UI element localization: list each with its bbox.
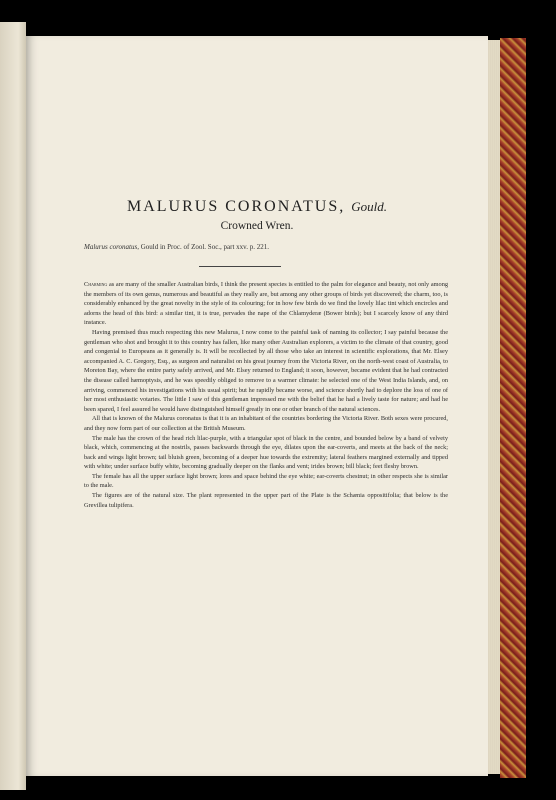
body-text [84, 280, 448, 510]
paragraph-text: The male has the crown of the head rich lilac-purple, with a triangular spot of black in the centre, and bounded below by a band of velvety black, which, commencing at the nostrils, passes backwards through the eye, dilates upon the ear-coverts, and meets at the back of the neck; back and wings light brown; tail bluish green, becoming of a deeper hue towards the extremity; lateral feathers margined externally and tipped with white; under surface buffy white, becoming gradually deeper on the flanks and vent; irides brown; bill black; feet fleshy brown. [84, 434, 448, 471]
title-author: Gould. [351, 199, 387, 214]
paragraph [84, 280, 448, 328]
reference-source: Gould in Proc. of Zool. Soc., part xxv. p. 221. [140, 243, 269, 251]
paragraph [84, 328, 448, 414]
paragraph-text: Having premised thus much respecting this new Malurus, I now come to the painful task of naming its collector; I say painful because the gentleman who shot and brought it to this country has fallen, like many other Australian explorers, a victim to the climate of that country, good and congenial to Europeans as it generally is. It will be recollected by all those who take an interest in scientific explorations, that Mr. Elsey accompanied A. C. Gregory, Esq., as surgeon and naturalist on his great journey from the Victoria River, on the north-west coast of Australia, to Moreton Bay, where the entire party safely arrived, and Mr. Elsey returned to England; it soon, however, became evident that he had contracted the disease called hæmoptysis, and he was speedily obliged to remove to a warmer climate: he selected one of the West India Islands, and, on arriving, commenced his investigations with his usual spirit; but he rapidly became worse, and science shortly had to deplore the loss of one of her most enthusiastic votaries. The little I saw of this gentleman impressed me with the belief that he had a lively taste for nature; and had he been spared, I feel assured he would have distinguished himself greatly in one or other branch of the natural sciences. [84, 328, 448, 413]
paragraph [84, 434, 448, 472]
paragraph [84, 414, 448, 433]
species-title [26, 198, 488, 216]
facing-page-edge [0, 22, 26, 790]
paragraph-text: The female has all the upper surface light brown; lores and space behind the eye white; ear-coverts chestnut; in other respects she is similar to the male. [84, 472, 448, 490]
paragraph-lead: Charming [84, 281, 108, 288]
reference-species: Malurus coronatus, [84, 243, 139, 251]
page-block-edge [488, 40, 500, 774]
paragraph-text: All that is known of the Malurus coronatus is that it is an inhabitant of the countries bordering the Victoria River. Both sexes were procured, and they now form part of our collection at the British Museum. [84, 415, 448, 432]
decorated-cover-edge [500, 38, 526, 778]
title-name: MALURUS CORONATUS, [127, 198, 346, 215]
common-name: Crowned Wren. [220, 220, 294, 232]
divider-rule [199, 266, 281, 267]
paragraph [84, 472, 448, 491]
reference-citation [84, 243, 444, 251]
paragraph [84, 491, 448, 510]
paragraph-text: as are many of the smaller Australian birds, I think the present species is entitled to the palm for elegance and beauty, not only among the members of its own genus, numerous and beautiful as they really are, but among any other groups of birds yet discovered; the charm, too, is considerably enhanced by the great novelty in the style of its colouring; for in how few birds do we find the lovely lilac tint which encircles and adorns the head of this bird: a similar tint, it is true, pervades the nape of the Chlamyderæ (Bower birds); but I scarcely know of any third instance. [84, 281, 448, 327]
paragraph-text: The figures are of the natural size. The plant represented in the upper part of the Plate is the Schænia oppositifolia; that below is the Grevillea tulipifera. [84, 492, 448, 509]
